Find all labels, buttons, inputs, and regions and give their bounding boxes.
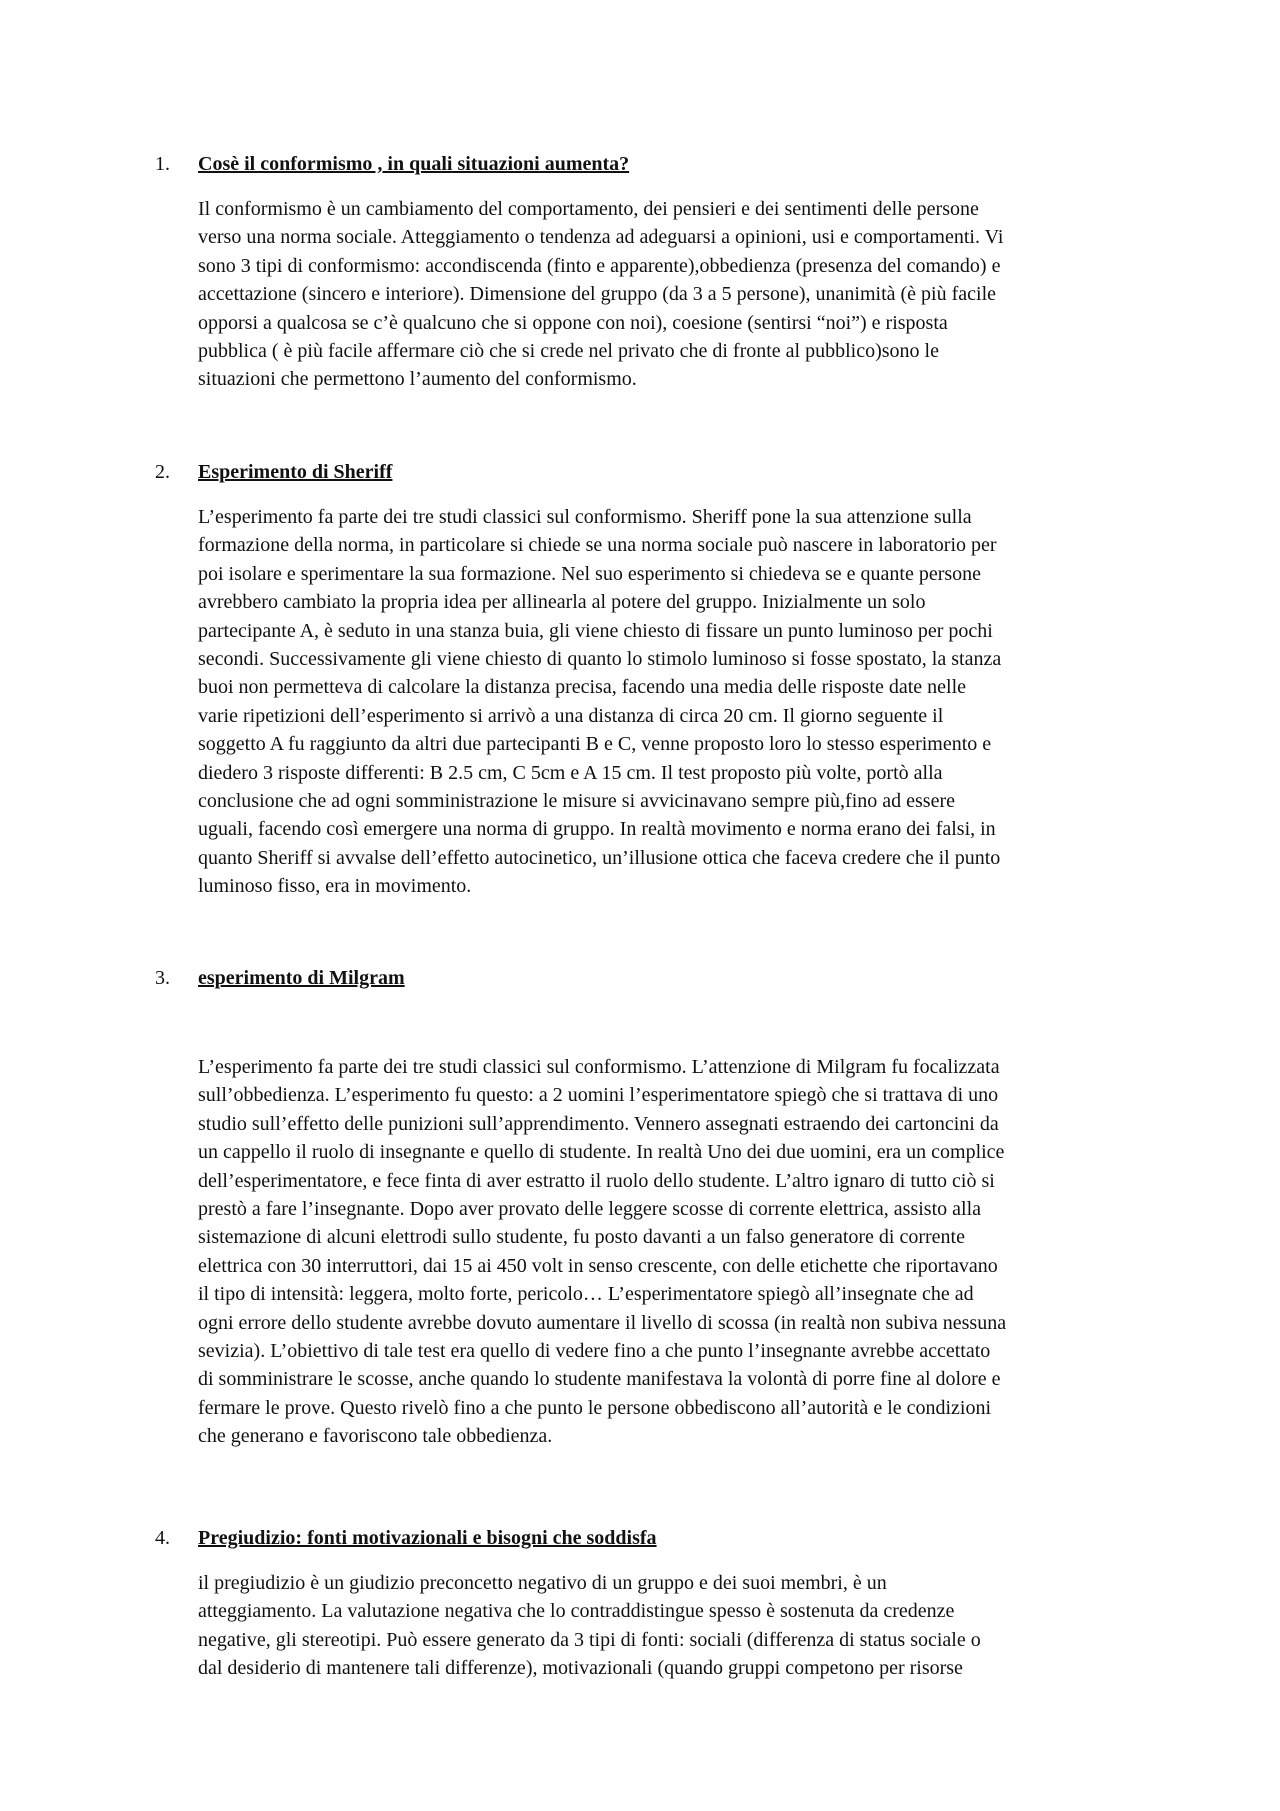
paragraph-line: negative, gli stereotipi. Può essere generato da 3 tipi di fonti: sociali (differenza di status sociale o bbox=[198, 1628, 981, 1651]
paragraph-line: atteggiamento. La valutazione negativa che lo contraddistingue spesso è sostenuta da credenze bbox=[198, 1600, 955, 1623]
paragraph-line: accettazione (sincero e interiore). Dimensione del gruppo (da 3 a 5 persone), unanimità (è più facile bbox=[198, 283, 996, 306]
paragraph-line: secondi. Successivamente gli viene chiesto di quanto lo stimolo luminoso si fosse spostato, la stanza bbox=[198, 648, 1002, 671]
section-heading: esperimento di Milgram bbox=[198, 967, 405, 989]
section-body bbox=[198, 503, 1173, 901]
paragraph-line: che generano e favoriscono tale obbedienza. bbox=[198, 1425, 553, 1448]
section-number: 1. bbox=[155, 153, 170, 175]
paragraph-line: quanto Sheriff si avvalse dell’effetto autocinetico, un’illusione ottica che faceva credere che il punto bbox=[198, 846, 1001, 869]
paragraph-line: il pregiudizio è un giudizio preconcetto negativo di un gruppo e dei suoi membri, è un bbox=[198, 1572, 887, 1594]
paragraph-line: il tipo di intensità: leggera, molto forte, pericolo… L’esperimentatore spiegò all’insegnate che ad bbox=[198, 1283, 974, 1306]
paragraph-line: un cappello il ruolo di insegnante e quello di studente. In realtà Uno dei due uomini, era un complice bbox=[198, 1141, 1005, 1164]
paragraph-line: formazione della norma, in particolare si chiede se una norma sociale può nascere in laboratorio per bbox=[198, 534, 997, 557]
paragraph-line: prestò a fare l’insegnante. Dopo aver provato delle leggere scosse di corrente elettrica, assisto alla bbox=[198, 1198, 982, 1221]
paragraph-line: opporsi a qualcosa se c’è qualcuno che si oppone con noi), coesione (sentirsi “noi”) e risposta bbox=[198, 311, 948, 334]
paragraph-line: diedero 3 risposte differenti: B 2.5 cm, C 5cm e A 15 cm. Il test proposto più volte, portò alla bbox=[198, 761, 943, 784]
paragraph-line: sistemazione di alcuni elettrodi sullo studente, fu posto davanti a un falso generatore di corrente bbox=[198, 1226, 965, 1249]
paragraph-line: elettrica con 30 interruttori, dai 15 ai 450 volt in senso crescente, con delle etichette che riportavano bbox=[198, 1254, 998, 1277]
paragraph-line: soggetto A fu raggiunto da altri due partecipanti B e C, venne proposto loro lo stesso esperimento e bbox=[198, 733, 992, 756]
section-heading: Pregiudizio: fonti motivazionali e bisogni che soddisfa bbox=[198, 1527, 657, 1549]
paragraph-line: luminoso fisso, era in movimento. bbox=[198, 875, 472, 898]
paragraph-line: sull’obbedienza. L’esperimento fu questo: a 2 uomini l’esperimentatore spiegò che si trattava di uno bbox=[198, 1084, 999, 1107]
section-body bbox=[198, 1569, 1173, 1683]
paragraph-line: varie ripetizioni dell’esperimento si arrivò a una distanza di circa 20 cm. Il giorno seguente il bbox=[198, 704, 944, 727]
section-heading: Cosè il conformismo , in quali situazioni aumenta? bbox=[198, 153, 630, 175]
section-body bbox=[198, 1053, 1173, 1451]
paragraph-line: L’esperimento fa parte dei tre studi classici sul conformismo. Sheriff pone la sua attenzione sulla bbox=[198, 506, 972, 528]
paragraph-line: dell’esperimentatore, e fece finta di aver estratto il ruolo dello studente. L’altro ignaro di tutto ciò si bbox=[198, 1169, 995, 1192]
section-heading: Esperimento di Sheriff bbox=[198, 461, 393, 483]
section-number: 4. bbox=[155, 1527, 170, 1549]
paragraph-line: buoi non permetteva di calcolare la distanza precisa, facendo una media delle risposte date nelle bbox=[198, 676, 966, 699]
paragraph-line: conclusione che ad ogni somministrazione le misure si avvicinavano sempre più,fino ad essere bbox=[198, 790, 956, 813]
paragraph-line: sevizia). L’obiettivo di tale test era quello di vedere fino a che punto l’insegnante avrebbe accettato bbox=[198, 1340, 991, 1363]
section-number: 2. bbox=[155, 461, 170, 483]
paragraph-line: dal desiderio di mantenere tali differenze), motivazionali (quando gruppi competono per risorse bbox=[198, 1657, 963, 1680]
paragraph-line: di somministrare le scosse, anche quando lo studente manifestava la volontà di porre fine al dolore e bbox=[198, 1368, 1001, 1391]
paragraph-line: sono 3 tipi di conformismo: accondiscenda (finto e apparente),obbedienza (presenza del comando) e bbox=[198, 254, 1001, 277]
paragraph-line: L’esperimento fa parte dei tre studi classici sul conformismo. L’attenzione di Milgram fu focalizzata bbox=[198, 1056, 1000, 1078]
paragraph-line: ogni errore dello studente avrebbe dovuto aumentare il livello di scossa (in realtà non subiva nessuna bbox=[198, 1311, 1007, 1334]
section-body bbox=[198, 195, 1173, 394]
paragraph-line: partecipante A, è seduto in una stanza buia, gli viene chiesto di fissare un punto luminoso per pochi bbox=[198, 619, 993, 642]
paragraph-line: avrebbero cambiato la propria idea per allinearla al potere del gruppo. Inizialmente un solo bbox=[198, 591, 926, 614]
section-number: 3. bbox=[155, 967, 170, 989]
paragraph-line: studio sull’effetto delle punizioni sull’apprendimento. Vennero assegnati estraendo dei cartoncini da bbox=[198, 1112, 999, 1135]
paragraph-line: Il conformismo è un cambiamento del comportamento, dei pensieri e dei sentimenti delle persone bbox=[198, 198, 979, 220]
paragraph-line: poi isolare e sperimentare la sua formazione. Nel suo esperimento si chiedeva se e quante persone bbox=[198, 562, 982, 585]
paragraph-line: pubblica ( è più facile affermare ciò che si crede nel privato che di fronte al pubblico)sono le bbox=[198, 340, 939, 363]
paragraph-line: fermare le prove. Questo rivelò fino a che punto le persone obbediscono all’autorità e le condizioni bbox=[198, 1396, 992, 1419]
paragraph-line: situazioni che permettono l’aumento del conformismo. bbox=[198, 368, 637, 391]
paragraph-line: verso una norma sociale. Atteggiamento o tendenza ad adeguarsi a opinioni, usi e comportamenti. Vi bbox=[198, 226, 1004, 249]
paragraph-line: uguali, facendo così emergere una norma di gruppo. In realtà movimento e norma erano dei falsi, in bbox=[198, 818, 996, 841]
